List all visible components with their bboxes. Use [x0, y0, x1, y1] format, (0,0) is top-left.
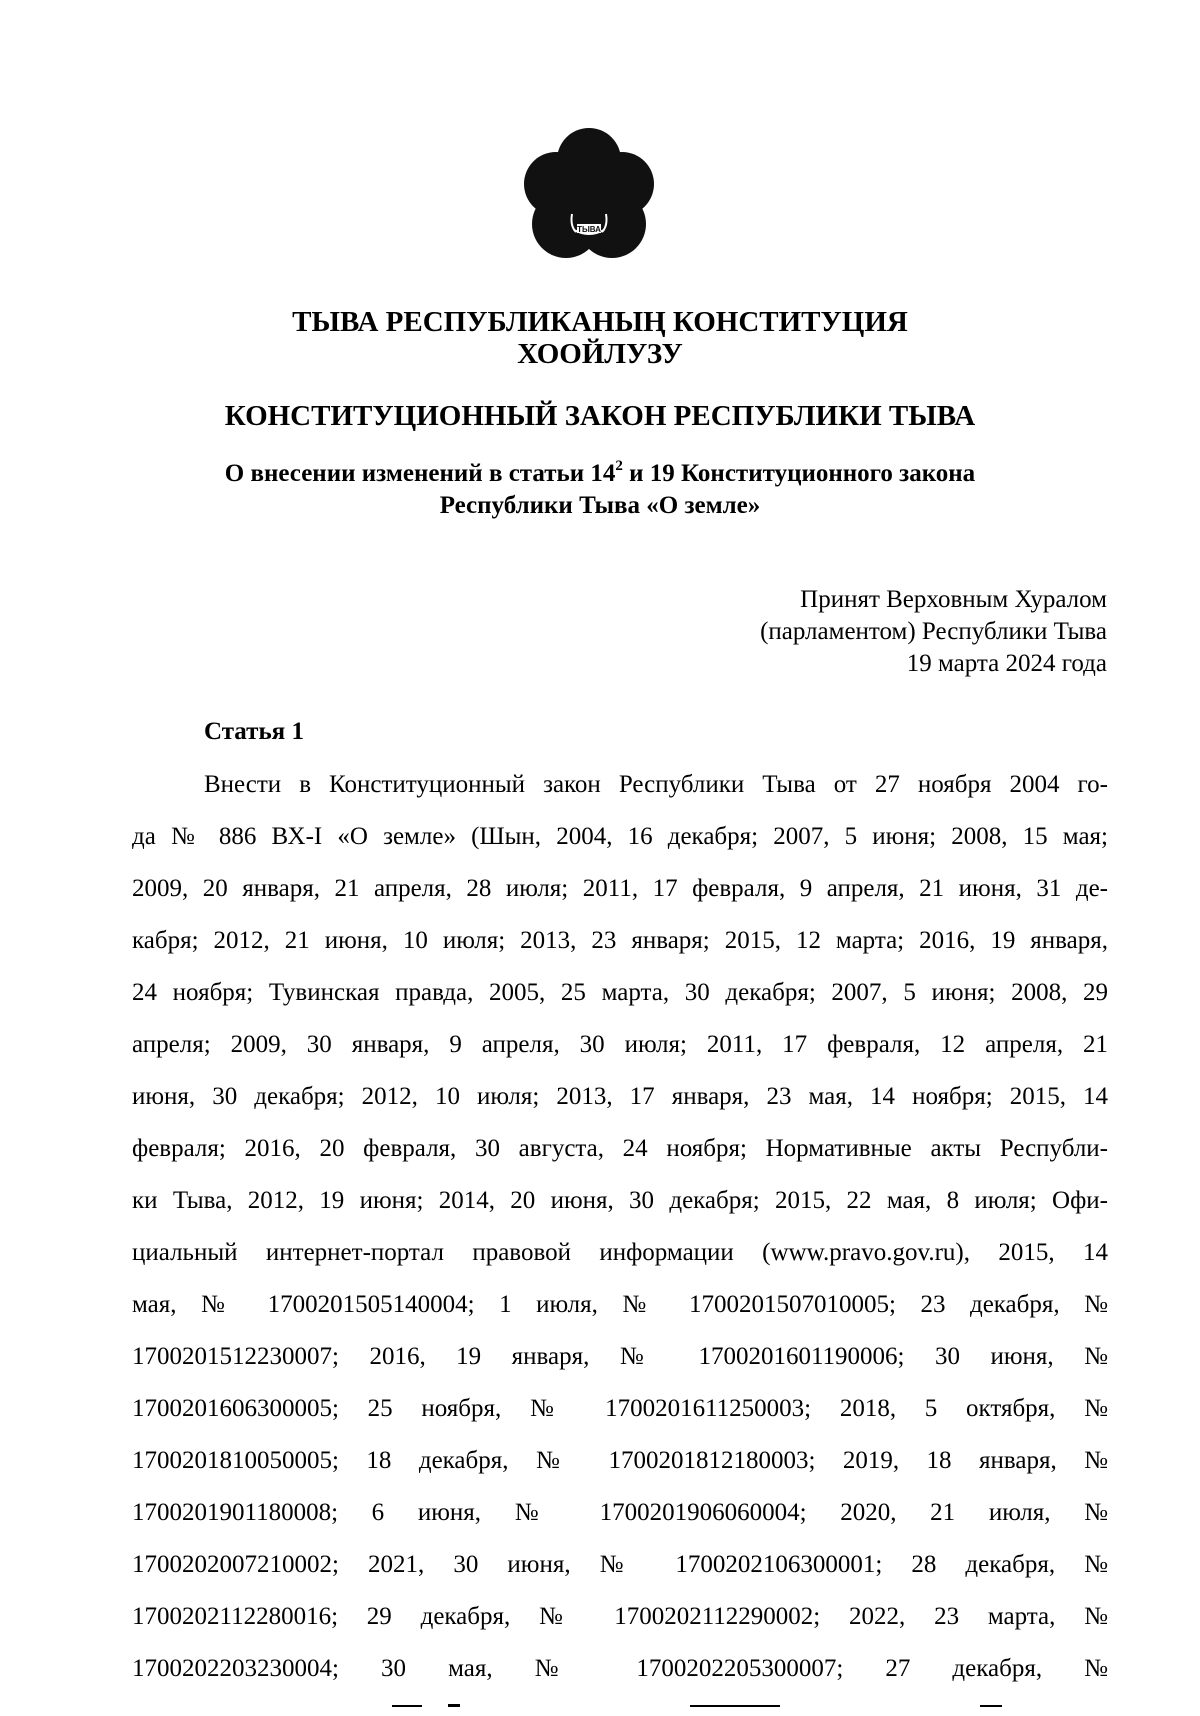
- article-line: февраля; 2016, 20 февраля, 30 августа, 24 ноября; Нормативные акты Республи-: [132, 1135, 1108, 1162]
- adoption-line1: Принят Верховным Хуралом: [800, 586, 1107, 613]
- subject-line2: Республики Тыва «О земле»: [439, 492, 761, 519]
- subject-superscript: 2: [615, 458, 623, 474]
- adoption-line3: 19 марта 2024 года: [906, 650, 1107, 677]
- article-line: да № 886 ВХ-I «О земле» (Шын, 2004, 16 декабря; 2007, 5 июня; 2008, 15 мая;: [132, 823, 1108, 850]
- subject-line1-part1: О внесении изменений в статьи 14: [224, 460, 616, 487]
- article-line: 1700202007210002; 2021, 30 июня, № 1700202106300001; 28 декабря, №: [132, 1551, 1108, 1578]
- adoption-block: [760, 584, 1107, 680]
- scan-mark: [980, 1705, 1002, 1707]
- article-line: июня, 30 декабря; 2012, 10 июля; 2013, 17 января, 23 мая, 14 ноября; 2015, 14: [132, 1083, 1108, 1110]
- article-line: мая, № 1700201505140004; 1 июля, № 1700201507010005; 23 декабря, №: [132, 1291, 1108, 1318]
- scan-mark: [690, 1705, 780, 1707]
- title-tuvan-line2: ХООЙЛУЗУ: [517, 338, 683, 370]
- subject-line1-part2: и 19 Конституционного закона: [622, 460, 976, 487]
- subject-line1: [0, 458, 1200, 493]
- title-tuvan-line1: ТЫВА РЕСПУБЛИКАНЫҢ КОНСТИТУЦИЯ: [292, 306, 908, 338]
- article-line: циальный интернет-портал правовой информации (www.pravo.gov.ru), 2015, 14: [132, 1239, 1108, 1266]
- scan-mark: [392, 1705, 422, 1707]
- article-line: 1700201606300005; 25 ноября, № 1700201611250003; 2018, 5 октября, №: [132, 1395, 1108, 1422]
- article-line: 1700201901180008; 6 июня, № 1700201906060004; 2020, 21 июля, №: [132, 1499, 1108, 1526]
- article-line: 1700201810050005; 18 декабря, № 1700201812180003; 2019, 18 января, №: [132, 1447, 1108, 1474]
- scan-mark: [448, 1704, 460, 1707]
- article-line: 1700201512230007; 2016, 19 января, № 1700201601190006; 30 июня, №: [132, 1343, 1108, 1370]
- article-line: 2009, 20 января, 21 апреля, 28 июля; 2011, 17 февраля, 9 апреля, 21 июня, 31 де-: [132, 875, 1108, 902]
- article-line: апреля; 2009, 30 января, 9 апреля, 30 июля; 2011, 17 февраля, 12 апреля, 21: [132, 1031, 1108, 1058]
- tuva-emblem-icon: [522, 126, 656, 262]
- article-line: ки Тыва, 2012, 19 июня; 2014, 20 июня, 30 декабря; 2015, 22 мая, 8 июля; Офи-: [132, 1187, 1108, 1214]
- article-title: Статья 1: [204, 718, 304, 745]
- title-russian: КОНСТИТУЦИОННЫЙ ЗАКОН РЕСПУБЛИКИ ТЫВА: [224, 400, 976, 432]
- adoption-line2: (парламентом) Республики Тыва: [760, 618, 1107, 645]
- article-line: 1700202203230004; 30 мая, № 1700202205300007; 27 декабря, №: [132, 1655, 1108, 1682]
- emblem-inscription: ТЫВА: [577, 225, 601, 234]
- article-line: Внести в Конституционный закон Республики Тыва от 27 ноября 2004 го-: [204, 771, 1108, 798]
- article-line: 1700202112280016; 29 декабря, № 1700202112290002; 2022, 23 марта, №: [132, 1603, 1108, 1630]
- article-line: 24 ноября; Тувинская правда, 2005, 25 марта, 30 декабря; 2007, 5 июня; 2008, 29: [132, 979, 1108, 1006]
- article-line: кабря; 2012, 21 июня, 10 июля; 2013, 23 января; 2015, 12 марта; 2016, 19 января,: [132, 927, 1108, 954]
